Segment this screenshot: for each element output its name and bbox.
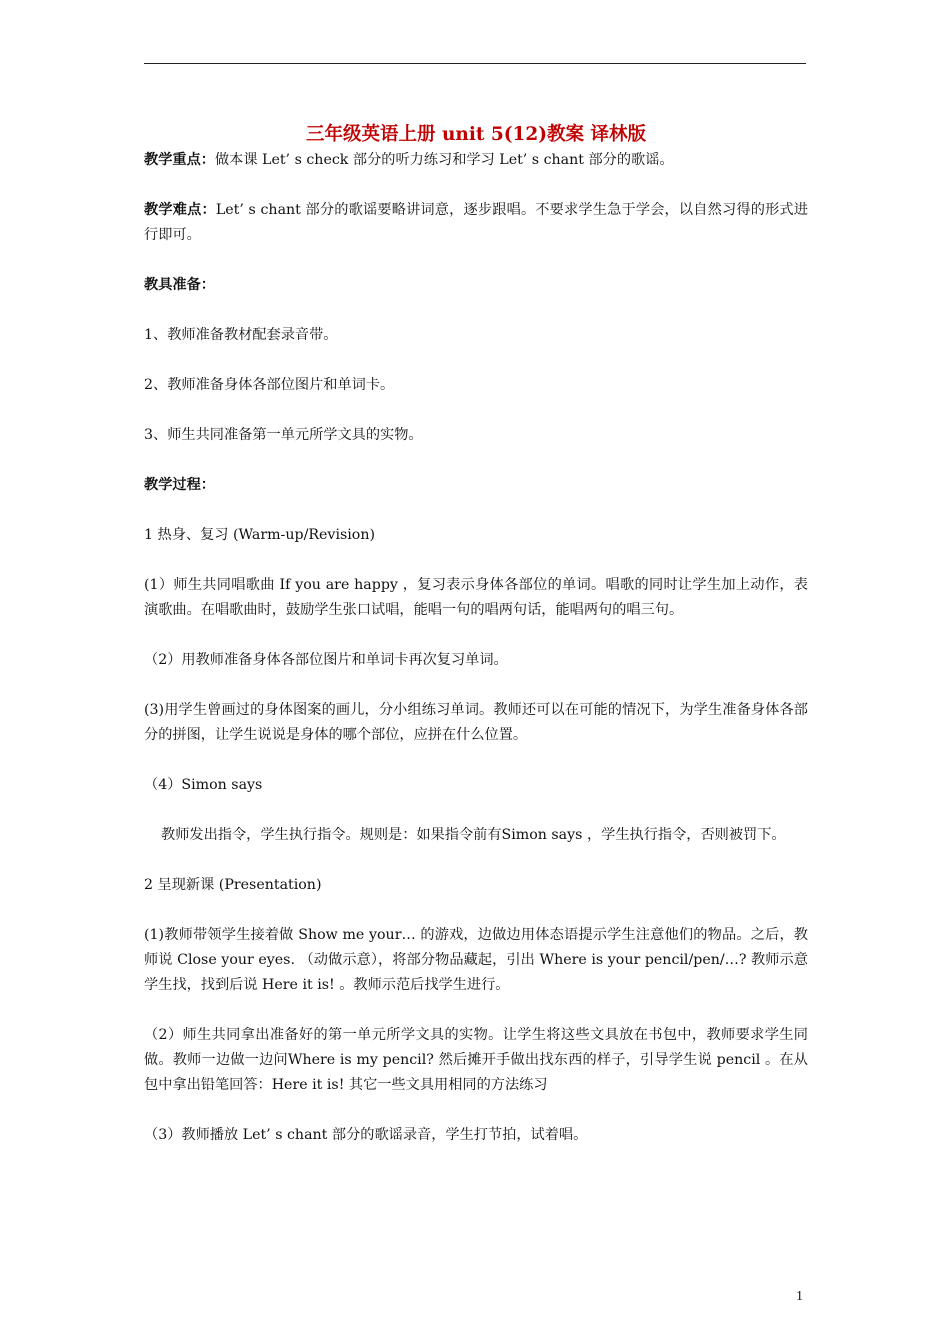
tool-item: 1、教师准备教材配套录音带。 bbox=[144, 327, 338, 343]
section1-item4: （4）Simon says bbox=[144, 777, 263, 793]
teaching-difficulty-text: Let’ s chant 部分的歌谣要略讲词意，逐步跟唱。不要求学生急于学会，以自然习得的形式进行即可。 bbox=[144, 202, 808, 243]
document-body bbox=[144, 122, 808, 1148]
page-number: 1 bbox=[796, 1289, 803, 1304]
section1-item1: (1）师生共同唱歌曲 If you are happy ，复习表示身体各部位的单词。唱歌的同时让学生加上动作，表演歌曲。在唱歌曲时，鼓励学生张口试唱，能唱一句的唱两句话，能唱两句的唱三句。 bbox=[144, 577, 808, 618]
header-rule bbox=[144, 63, 806, 64]
section1-item2: （2）用教师准备身体各部位图片和单词卡再次复习单词。 bbox=[144, 652, 508, 668]
section2-heading: 2 呈现新课 (Presentation) bbox=[144, 877, 322, 893]
section2-item1: (1)教师带领学生接着做 Show me your… 的游戏，边做边用体态语提示学生注意他们的物品。之后，教师说 Close your eyes. （动做示意），将部分物品藏起，引出 Where is your pencil/pen/…? 教师示意学生找，找到后说 Here it is! 。教师示范后找学生进行。 bbox=[144, 927, 808, 993]
teaching-difficulty bbox=[144, 198, 808, 248]
tool-item: 2、教师准备身体各部位图片和单词卡。 bbox=[144, 377, 395, 393]
teaching-focus-text: 做本课 Let’ s check 部分的听力练习和学习 Let’ s chant 部分的歌谣。 bbox=[214, 152, 674, 168]
document-title: 三年级英语上册 unit 5(12)教案 译林版 bbox=[306, 124, 646, 145]
teaching-focus bbox=[144, 148, 808, 173]
tool-item: 3、师生共同准备第一单元所学文具的实物。 bbox=[144, 427, 423, 443]
section1-item4-description: 教师发出指令，学生执行指令。规则是：如果指令前有Simon says ，学生执行指令，否则被罚下。 bbox=[161, 827, 786, 843]
section2-item3: （3）教师播放 Let’ s chant 部分的歌谣录音，学生打节拍，试着唱。 bbox=[144, 1127, 588, 1143]
process-heading: 教学过程： bbox=[144, 477, 215, 493]
teaching-difficulty-label: 教学难点： bbox=[144, 202, 216, 218]
section1-item3: (3)用学生曾画过的身体图案的画儿，分小组练习单词。教师还可以在可能的情况下，为学生准备身体各部分的拼图，让学生说说是身体的哪个部位，应拼在什么位置。 bbox=[144, 702, 808, 743]
section2-item2: （2）师生共同拿出准备好的第一单元所学文具的实物。让学生将这些文具放在书包中，教师要求学生同做。教师一边做一边问Where is my pencil? 然后摊开手做出找东西的样子，引导学生说 pencil 。在从包中拿出铅笔回答：Here it is! 其它一些文具用相同的方法练习 bbox=[144, 1027, 808, 1093]
tools-heading: 教具准备： bbox=[144, 277, 215, 293]
teaching-focus-label: 教学重点： bbox=[144, 152, 215, 168]
section1-heading: 1 热身、复习 (Warm-up/Revision) bbox=[144, 527, 376, 543]
